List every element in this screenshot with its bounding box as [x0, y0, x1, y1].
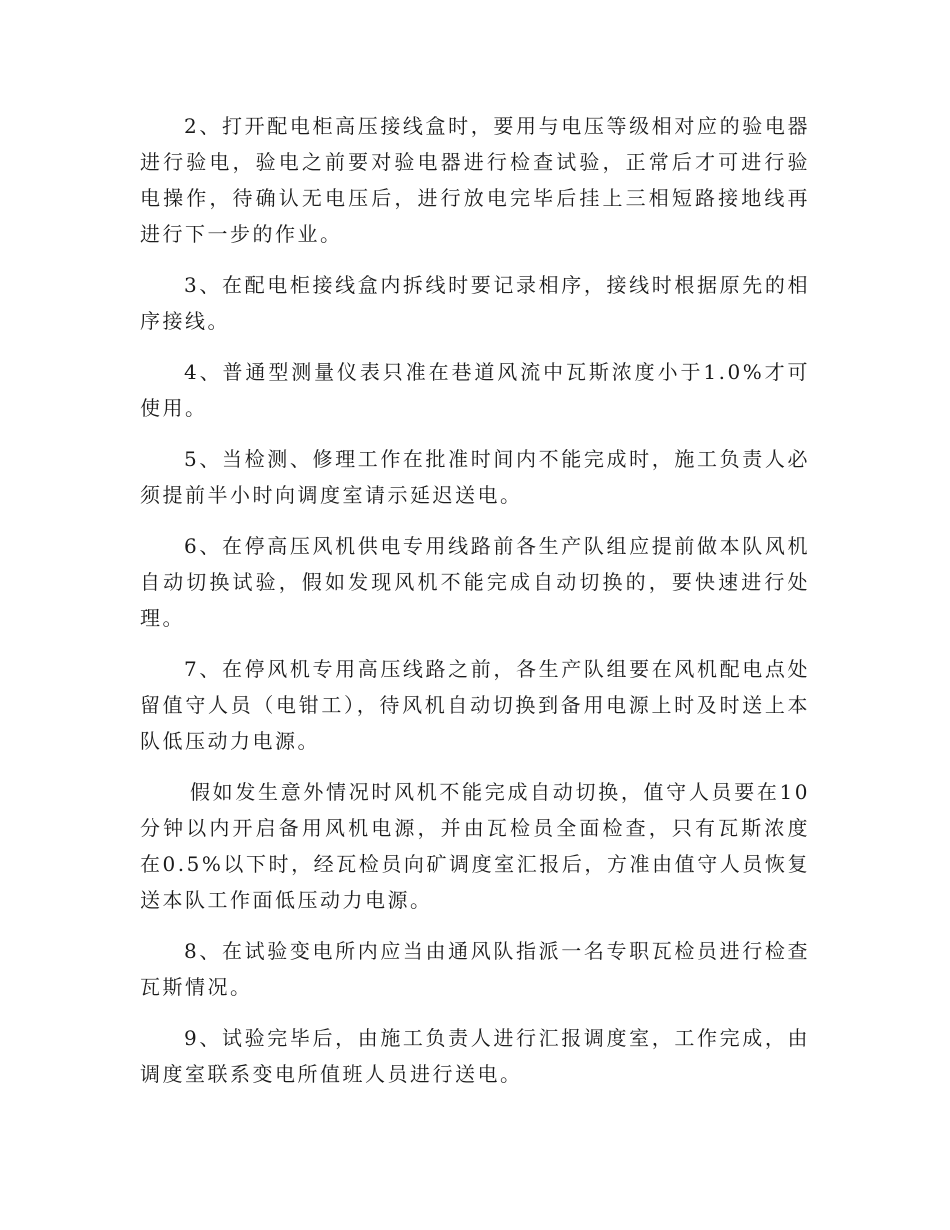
paragraph-item-9: 9、试验完毕后，由施工负责人进行汇报调度室，工作完成，由调度室联系变电所值班人员进行送电。 — [140, 1026, 810, 1086]
paragraph-item-8: 8、在试验变电所内应当由通风队指派一名专职瓦检员进行检查瓦斯情况。 — [140, 939, 810, 999]
paragraph-item-3: 3、在配电柜接线盒内拆线时要记录相序，接线时根据原先的相序接线。 — [140, 273, 810, 333]
paragraph-item-4: 4、普通型测量仪表只准在巷道风流中瓦斯浓度小于1.0%才可使用。 — [140, 360, 810, 420]
paragraph-item-6: 6、在停高压风机供电专用线路前各生产队组应提前做本队风机自动切换试验，假如发现风机不能完成自动切换的，要快速进行处理。 — [140, 534, 810, 630]
document-body — [140, 108, 810, 1107]
paragraph-item-5: 5、当检测、修理工作在批准时间内不能完成时，施工负责人必须提前半小时向调度室请示延迟送电。 — [140, 447, 810, 507]
paragraph-item-7: 7、在停风机专用高压线路之前，各生产队组要在风机配电点处留值守人员（电钳工），待风机自动切换到备用电源上时及时送上本队低压动力电源。 — [140, 657, 810, 753]
paragraph-item-2: 2、打开配电柜高压接线盒时，要用与电压等级相对应的验电器进行验电，验电之前要对验电器进行检查试验，正常后才可进行验电操作，待确认无电压后，进行放电完毕后挂上三相短路接地线再进行下一步的作业。 — [140, 114, 810, 246]
paragraph-item-7-continued: 假如发生意外情况时风机不能完成自动切换，值守人员要在10分钟以内开启备用风机电源，并由瓦检员全面检查，只有瓦斯浓度在0.5%以下时，经瓦检员向矿调度室汇报后，方准由值守人员恢复送本队工作面低压动力电源。 — [140, 780, 810, 912]
